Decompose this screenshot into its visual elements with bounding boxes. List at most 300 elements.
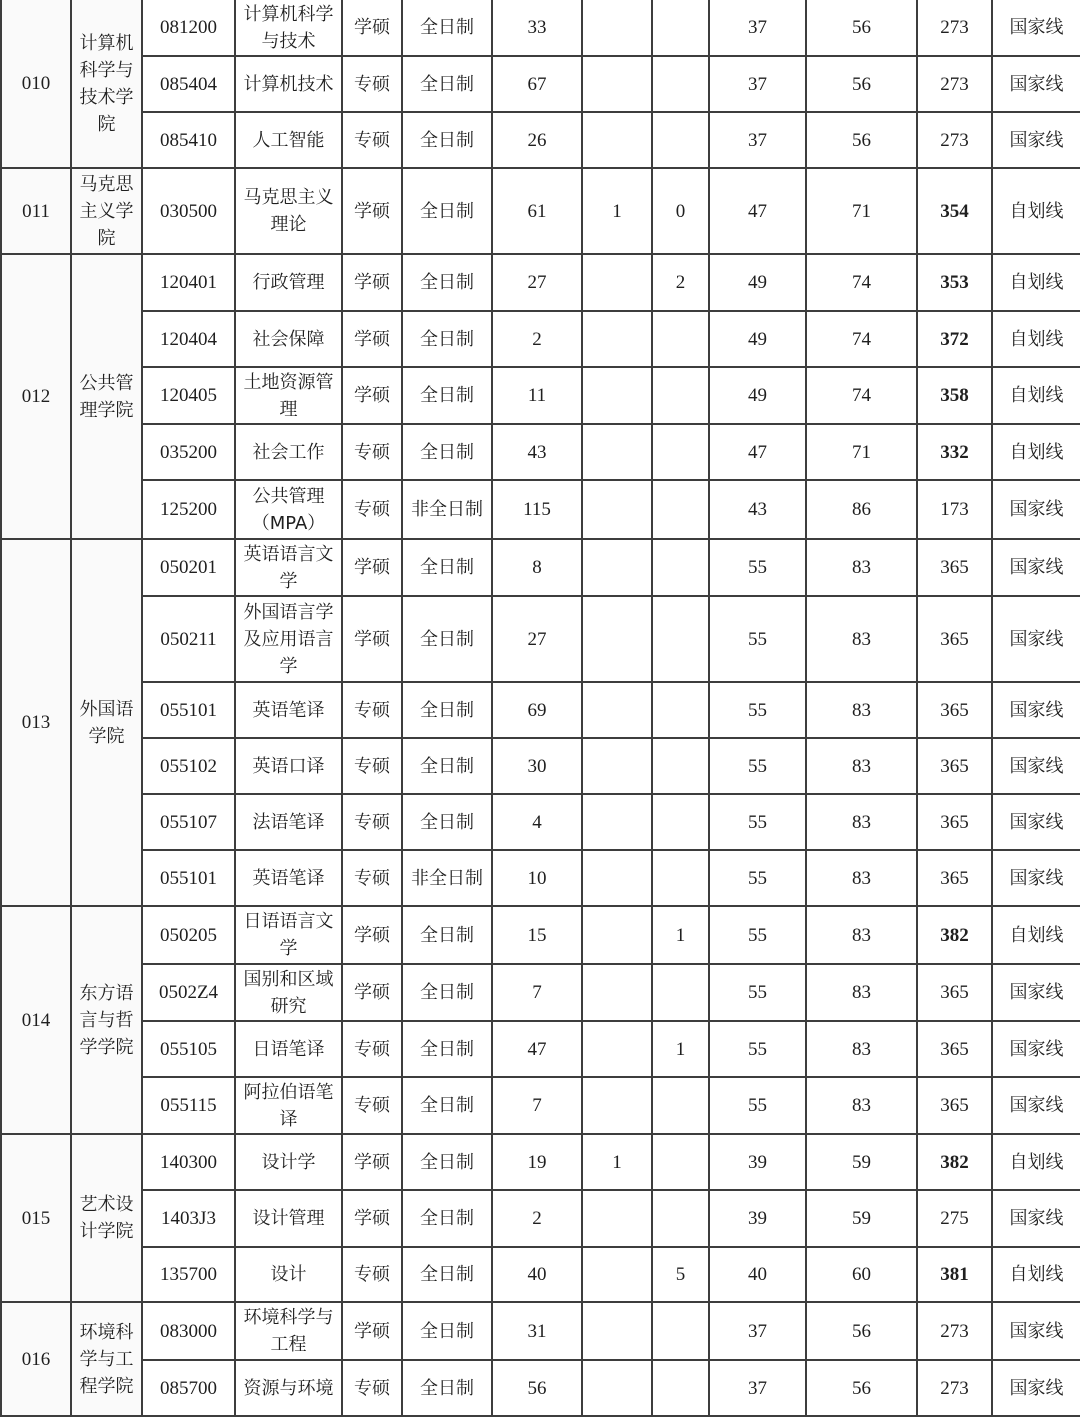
total-score-cell: 365 <box>917 596 992 682</box>
unit-name-cell: 马克思主义学院 <box>71 168 142 254</box>
study-mode-cell: 全日制 <box>402 254 492 311</box>
study-mode-cell: 全日制 <box>402 56 492 112</box>
table-row <box>1 311 1080 367</box>
line-type-cell: 国家线 <box>992 1077 1080 1134</box>
single-score-cell: 43 <box>709 480 806 539</box>
major-code-cell: 085700 <box>142 1360 235 1416</box>
extra-count-cell <box>582 964 652 1021</box>
study-mode-cell: 全日制 <box>402 112 492 168</box>
extra-count2-cell <box>652 682 709 738</box>
degree-type-cell: 学硕 <box>342 1134 402 1190</box>
extra-count-cell: 1 <box>582 1134 652 1190</box>
major-code-cell: 1403J3 <box>142 1190 235 1247</box>
extra-count2-cell <box>652 1302 709 1360</box>
extra-count-cell <box>582 596 652 682</box>
major-name-cell: 环境科学与工程 <box>235 1302 342 1360</box>
line-type-cell: 国家线 <box>992 480 1080 539</box>
table-row <box>1 480 1080 539</box>
single-score-cell: 39 <box>709 1190 806 1247</box>
unit-code-cell: 012 <box>1 254 71 539</box>
single-score2-cell: 56 <box>806 1302 917 1360</box>
major-name-cell: 外国语言学及应用语言学 <box>235 596 342 682</box>
single-score-cell: 47 <box>709 168 806 254</box>
total-score-cell: 365 <box>917 738 992 794</box>
table-row <box>1 254 1080 311</box>
single-score-cell: 55 <box>709 964 806 1021</box>
major-code-cell: 055107 <box>142 794 235 850</box>
table-row <box>1 596 1080 682</box>
single-score2-cell: 60 <box>806 1247 917 1302</box>
line-type-cell: 自划线 <box>992 424 1080 480</box>
unit-code-cell: 011 <box>1 168 71 254</box>
extra-count2-cell <box>652 1190 709 1247</box>
single-score-cell: 47 <box>709 424 806 480</box>
single-score-cell: 55 <box>709 682 806 738</box>
single-score-cell: 55 <box>709 794 806 850</box>
line-type-cell: 国家线 <box>992 1190 1080 1247</box>
major-name-cell: 土地资源管理 <box>235 367 342 424</box>
major-name-cell: 公共管理（MPA） <box>235 480 342 539</box>
degree-type-cell: 专硕 <box>342 1021 402 1077</box>
extra-count2-cell: 0 <box>652 168 709 254</box>
quota-cell: 4 <box>492 794 582 850</box>
degree-type-cell: 学硕 <box>342 596 402 682</box>
single-score2-cell: 74 <box>806 311 917 367</box>
unit-name-cell: 外国语学院 <box>71 539 142 906</box>
line-type-cell: 自划线 <box>992 168 1080 254</box>
degree-type-cell: 学硕 <box>342 1302 402 1360</box>
single-score-cell: 37 <box>709 1302 806 1360</box>
total-score-cell: 354 <box>917 168 992 254</box>
single-score-cell: 55 <box>709 850 806 906</box>
total-score-cell: 365 <box>917 539 992 596</box>
single-score2-cell: 83 <box>806 1077 917 1134</box>
single-score2-cell: 83 <box>806 964 917 1021</box>
unit-name-cell: 环境科学与工程学院 <box>71 1302 142 1416</box>
single-score-cell: 37 <box>709 1360 806 1416</box>
extra-count-cell <box>582 112 652 168</box>
table-row <box>1 964 1080 1021</box>
line-type-cell: 国家线 <box>992 1302 1080 1360</box>
major-name-cell: 法语笔译 <box>235 794 342 850</box>
major-code-cell: 081200 <box>142 0 235 56</box>
single-score-cell: 55 <box>709 1021 806 1077</box>
extra-count2-cell: 2 <box>652 254 709 311</box>
extra-count-cell <box>582 254 652 311</box>
degree-type-cell: 专硕 <box>342 738 402 794</box>
single-score2-cell: 56 <box>806 1360 917 1416</box>
major-name-cell: 英语口译 <box>235 738 342 794</box>
degree-type-cell: 学硕 <box>342 539 402 596</box>
major-name-cell: 资源与环境 <box>235 1360 342 1416</box>
line-type-cell: 国家线 <box>992 112 1080 168</box>
line-type-cell: 国家线 <box>992 964 1080 1021</box>
single-score2-cell: 71 <box>806 168 917 254</box>
extra-count-cell <box>582 738 652 794</box>
single-score2-cell: 74 <box>806 367 917 424</box>
extra-count-cell <box>582 906 652 964</box>
line-type-cell: 国家线 <box>992 738 1080 794</box>
study-mode-cell: 全日制 <box>402 1247 492 1302</box>
unit-name-cell: 东方语言与哲学学院 <box>71 906 142 1134</box>
major-code-cell: 055101 <box>142 850 235 906</box>
table-row <box>1 56 1080 112</box>
single-score2-cell: 86 <box>806 480 917 539</box>
extra-count-cell <box>582 424 652 480</box>
quota-cell: 61 <box>492 168 582 254</box>
line-type-cell: 自划线 <box>992 254 1080 311</box>
major-code-cell: 055115 <box>142 1077 235 1134</box>
extra-count-cell <box>582 1190 652 1247</box>
single-score2-cell: 83 <box>806 906 917 964</box>
total-score-cell: 332 <box>917 424 992 480</box>
single-score2-cell: 83 <box>806 738 917 794</box>
major-code-cell: 120404 <box>142 311 235 367</box>
extra-count2-cell: 1 <box>652 1021 709 1077</box>
degree-type-cell: 专硕 <box>342 682 402 738</box>
line-type-cell: 国家线 <box>992 1360 1080 1416</box>
major-name-cell: 社会工作 <box>235 424 342 480</box>
degree-type-cell: 专硕 <box>342 56 402 112</box>
single-score2-cell: 83 <box>806 539 917 596</box>
quota-cell: 7 <box>492 1077 582 1134</box>
study-mode-cell: 全日制 <box>402 964 492 1021</box>
study-mode-cell: 全日制 <box>402 794 492 850</box>
extra-count-cell <box>582 1302 652 1360</box>
degree-type-cell: 专硕 <box>342 1247 402 1302</box>
total-score-cell: 273 <box>917 56 992 112</box>
single-score2-cell: 83 <box>806 794 917 850</box>
major-name-cell: 日语笔译 <box>235 1021 342 1077</box>
extra-count-cell: 1 <box>582 168 652 254</box>
extra-count-cell <box>582 1247 652 1302</box>
single-score2-cell: 59 <box>806 1134 917 1190</box>
unit-name-cell: 艺术设计学院 <box>71 1134 142 1302</box>
major-name-cell: 国别和区域研究 <box>235 964 342 1021</box>
single-score-cell: 55 <box>709 906 806 964</box>
major-code-cell: 050211 <box>142 596 235 682</box>
extra-count2-cell <box>652 56 709 112</box>
table-row <box>1 1302 1080 1360</box>
extra-count2-cell <box>652 367 709 424</box>
major-name-cell: 设计学 <box>235 1134 342 1190</box>
quota-cell: 27 <box>492 596 582 682</box>
single-score2-cell: 59 <box>806 1190 917 1247</box>
single-score-cell: 37 <box>709 0 806 56</box>
table-row <box>1 1190 1080 1247</box>
total-score-cell: 273 <box>917 0 992 56</box>
single-score2-cell: 56 <box>806 112 917 168</box>
line-type-cell: 国家线 <box>992 56 1080 112</box>
study-mode-cell: 全日制 <box>402 0 492 56</box>
total-score-cell: 372 <box>917 311 992 367</box>
degree-type-cell: 学硕 <box>342 964 402 1021</box>
single-score-cell: 37 <box>709 112 806 168</box>
study-mode-cell: 非全日制 <box>402 850 492 906</box>
quota-cell: 31 <box>492 1302 582 1360</box>
line-type-cell: 自划线 <box>992 311 1080 367</box>
table-row <box>1 367 1080 424</box>
degree-type-cell: 学硕 <box>342 906 402 964</box>
major-name-cell: 日语语言文学 <box>235 906 342 964</box>
line-type-cell: 国家线 <box>992 539 1080 596</box>
major-name-cell: 行政管理 <box>235 254 342 311</box>
quota-cell: 2 <box>492 311 582 367</box>
single-score-cell: 55 <box>709 539 806 596</box>
degree-type-cell: 专硕 <box>342 424 402 480</box>
extra-count2-cell <box>652 964 709 1021</box>
extra-count2-cell <box>652 539 709 596</box>
single-score2-cell: 74 <box>806 254 917 311</box>
extra-count-cell <box>582 1360 652 1416</box>
extra-count2-cell <box>652 794 709 850</box>
degree-type-cell: 学硕 <box>342 168 402 254</box>
major-code-cell: 050201 <box>142 539 235 596</box>
study-mode-cell: 全日制 <box>402 1360 492 1416</box>
total-score-cell: 173 <box>917 480 992 539</box>
major-name-cell: 马克思主义理论 <box>235 168 342 254</box>
table-row <box>1 794 1080 850</box>
total-score-cell: 365 <box>917 964 992 1021</box>
extra-count2-cell <box>652 112 709 168</box>
major-name-cell: 阿拉伯语笔译 <box>235 1077 342 1134</box>
line-type-cell: 国家线 <box>992 596 1080 682</box>
extra-count2-cell: 1 <box>652 906 709 964</box>
unit-code-cell: 010 <box>1 0 71 168</box>
study-mode-cell: 全日制 <box>402 906 492 964</box>
table-row <box>1 738 1080 794</box>
line-type-cell: 自划线 <box>992 1247 1080 1302</box>
single-score-cell: 40 <box>709 1247 806 1302</box>
line-type-cell: 国家线 <box>992 850 1080 906</box>
extra-count-cell <box>582 1077 652 1134</box>
quota-cell: 19 <box>492 1134 582 1190</box>
extra-count2-cell <box>652 1077 709 1134</box>
degree-type-cell: 学硕 <box>342 254 402 311</box>
extra-count-cell <box>582 682 652 738</box>
total-score-cell: 275 <box>917 1190 992 1247</box>
total-score-cell: 273 <box>917 112 992 168</box>
major-code-cell: 120405 <box>142 367 235 424</box>
study-mode-cell: 全日制 <box>402 367 492 424</box>
major-code-cell: 030500 <box>142 168 235 254</box>
extra-count-cell <box>582 367 652 424</box>
study-mode-cell: 全日制 <box>402 1302 492 1360</box>
quota-cell: 69 <box>492 682 582 738</box>
degree-type-cell: 学硕 <box>342 367 402 424</box>
single-score-cell: 55 <box>709 1077 806 1134</box>
table-row <box>1 850 1080 906</box>
degree-type-cell: 学硕 <box>342 0 402 56</box>
total-score-cell: 358 <box>917 367 992 424</box>
extra-count-cell <box>582 794 652 850</box>
table-row <box>1 539 1080 596</box>
degree-type-cell: 专硕 <box>342 112 402 168</box>
table-row <box>1 424 1080 480</box>
study-mode-cell: 全日制 <box>402 682 492 738</box>
major-code-cell: 0502Z4 <box>142 964 235 1021</box>
study-mode-cell: 全日制 <box>402 1077 492 1134</box>
extra-count2-cell: 5 <box>652 1247 709 1302</box>
quota-cell: 7 <box>492 964 582 1021</box>
quota-cell: 27 <box>492 254 582 311</box>
total-score-cell: 381 <box>917 1247 992 1302</box>
extra-count2-cell <box>652 0 709 56</box>
quota-cell: 43 <box>492 424 582 480</box>
extra-count-cell <box>582 850 652 906</box>
single-score-cell: 49 <box>709 367 806 424</box>
extra-count-cell <box>582 311 652 367</box>
degree-type-cell: 学硕 <box>342 311 402 367</box>
degree-type-cell: 学硕 <box>342 1190 402 1247</box>
line-type-cell: 国家线 <box>992 794 1080 850</box>
study-mode-cell: 全日制 <box>402 1134 492 1190</box>
single-score-cell: 55 <box>709 738 806 794</box>
total-score-cell: 273 <box>917 1302 992 1360</box>
table-row <box>1 112 1080 168</box>
extra-count2-cell <box>652 480 709 539</box>
major-name-cell: 计算机技术 <box>235 56 342 112</box>
single-score-cell: 37 <box>709 56 806 112</box>
line-type-cell: 国家线 <box>992 1021 1080 1077</box>
major-name-cell: 人工智能 <box>235 112 342 168</box>
line-type-cell: 自划线 <box>992 1134 1080 1190</box>
major-code-cell: 125200 <box>142 480 235 539</box>
degree-type-cell: 专硕 <box>342 794 402 850</box>
single-score2-cell: 83 <box>806 1021 917 1077</box>
degree-type-cell: 专硕 <box>342 480 402 539</box>
single-score-cell: 39 <box>709 1134 806 1190</box>
unit-name-cell: 计算机科学与技术学院 <box>71 0 142 168</box>
total-score-cell: 365 <box>917 850 992 906</box>
single-score2-cell: 83 <box>806 596 917 682</box>
study-mode-cell: 非全日制 <box>402 480 492 539</box>
quota-cell: 30 <box>492 738 582 794</box>
single-score2-cell: 56 <box>806 56 917 112</box>
table-row <box>1 1360 1080 1416</box>
total-score-cell: 382 <box>917 906 992 964</box>
quota-cell: 2 <box>492 1190 582 1247</box>
table-row <box>1 1247 1080 1302</box>
extra-count2-cell <box>652 1360 709 1416</box>
total-score-cell: 365 <box>917 1077 992 1134</box>
quota-cell: 33 <box>492 0 582 56</box>
quota-cell: 11 <box>492 367 582 424</box>
extra-count2-cell <box>652 596 709 682</box>
extra-count2-cell <box>652 1134 709 1190</box>
total-score-cell: 353 <box>917 254 992 311</box>
total-score-cell: 382 <box>917 1134 992 1190</box>
single-score-cell: 49 <box>709 311 806 367</box>
major-code-cell: 055101 <box>142 682 235 738</box>
major-name-cell: 计算机科学与技术 <box>235 0 342 56</box>
major-name-cell: 英语笔译 <box>235 682 342 738</box>
extra-count2-cell <box>652 311 709 367</box>
line-type-cell: 自划线 <box>992 906 1080 964</box>
extra-count-cell <box>582 0 652 56</box>
table-row <box>1 682 1080 738</box>
unit-code-cell: 015 <box>1 1134 71 1302</box>
major-code-cell: 085410 <box>142 112 235 168</box>
quota-cell: 115 <box>492 480 582 539</box>
table-row <box>1 1021 1080 1077</box>
quota-cell: 10 <box>492 850 582 906</box>
single-score-cell: 55 <box>709 596 806 682</box>
major-code-cell: 050205 <box>142 906 235 964</box>
major-code-cell: 055102 <box>142 738 235 794</box>
major-code-cell: 140300 <box>142 1134 235 1190</box>
single-score2-cell: 83 <box>806 850 917 906</box>
study-mode-cell: 全日制 <box>402 596 492 682</box>
quota-cell: 67 <box>492 56 582 112</box>
extra-count2-cell <box>652 738 709 794</box>
extra-count-cell <box>582 1021 652 1077</box>
study-mode-cell: 全日制 <box>402 539 492 596</box>
single-score-cell: 49 <box>709 254 806 311</box>
line-type-cell: 自划线 <box>992 367 1080 424</box>
unit-code-cell: 016 <box>1 1302 71 1416</box>
quota-cell: 47 <box>492 1021 582 1077</box>
single-score2-cell: 71 <box>806 424 917 480</box>
unit-name-cell: 公共管理学院 <box>71 254 142 539</box>
total-score-cell: 273 <box>917 1360 992 1416</box>
major-code-cell: 085404 <box>142 56 235 112</box>
major-code-cell: 035200 <box>142 424 235 480</box>
table-row <box>1 1134 1080 1190</box>
total-score-cell: 365 <box>917 682 992 738</box>
quota-cell: 15 <box>492 906 582 964</box>
major-code-cell: 055105 <box>142 1021 235 1077</box>
major-name-cell: 设计 <box>235 1247 342 1302</box>
table-row <box>1 0 1080 56</box>
major-name-cell: 社会保障 <box>235 311 342 367</box>
table-row <box>1 906 1080 964</box>
degree-type-cell: 专硕 <box>342 1077 402 1134</box>
major-name-cell: 英语语言文学 <box>235 539 342 596</box>
major-name-cell: 设计管理 <box>235 1190 342 1247</box>
major-name-cell: 英语笔译 <box>235 850 342 906</box>
extra-count-cell <box>582 480 652 539</box>
quota-cell: 56 <box>492 1360 582 1416</box>
major-code-cell: 120401 <box>142 254 235 311</box>
line-type-cell: 国家线 <box>992 682 1080 738</box>
study-mode-cell: 全日制 <box>402 424 492 480</box>
quota-cell: 26 <box>492 112 582 168</box>
study-mode-cell: 全日制 <box>402 311 492 367</box>
total-score-cell: 365 <box>917 1021 992 1077</box>
single-score2-cell: 56 <box>806 0 917 56</box>
table-row <box>1 1077 1080 1134</box>
extra-count-cell <box>582 539 652 596</box>
single-score2-cell: 83 <box>806 682 917 738</box>
total-score-cell: 365 <box>917 794 992 850</box>
degree-type-cell: 专硕 <box>342 1360 402 1416</box>
study-mode-cell: 全日制 <box>402 1021 492 1077</box>
major-code-cell: 135700 <box>142 1247 235 1302</box>
study-mode-cell: 全日制 <box>402 168 492 254</box>
line-type-cell: 国家线 <box>992 0 1080 56</box>
table-row <box>1 168 1080 254</box>
study-mode-cell: 全日制 <box>402 1190 492 1247</box>
degree-type-cell: 专硕 <box>342 850 402 906</box>
study-mode-cell: 全日制 <box>402 738 492 794</box>
unit-code-cell: 014 <box>1 906 71 1134</box>
extra-count2-cell <box>652 424 709 480</box>
quota-cell: 40 <box>492 1247 582 1302</box>
quota-cell: 8 <box>492 539 582 596</box>
major-code-cell: 083000 <box>142 1302 235 1360</box>
extra-count2-cell <box>652 850 709 906</box>
